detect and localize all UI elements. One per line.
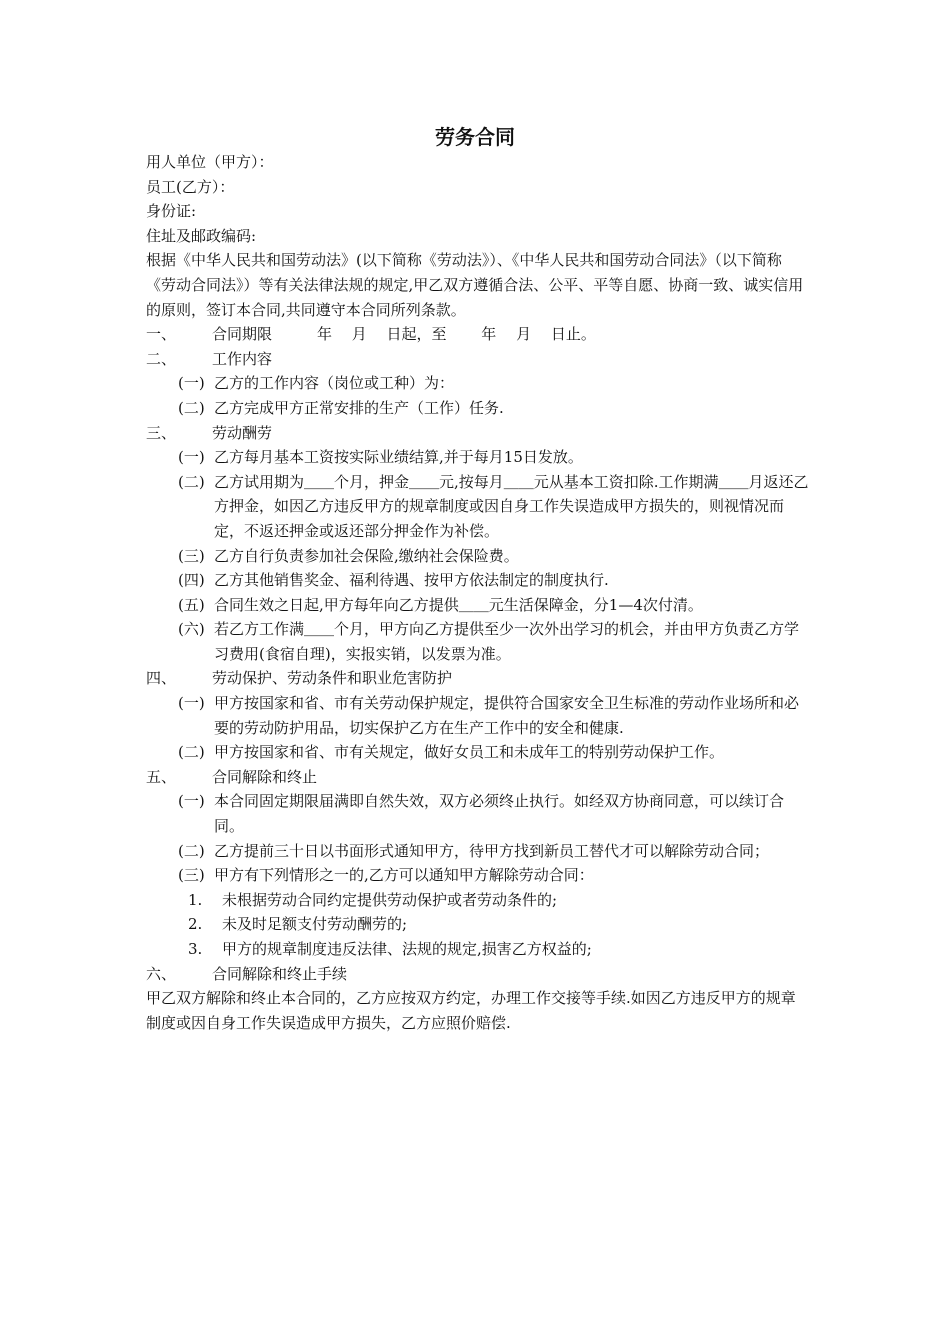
section-heading xyxy=(146,962,810,987)
clause-marker: (二) xyxy=(178,841,205,860)
numbered-subitem xyxy=(146,912,810,937)
clause-text: 甲方有下列情形之一的,乙方可以通知甲方解除劳动合同： xyxy=(214,866,594,885)
clause-text: 乙方试用期为＿＿个月，押金＿＿元,按每月＿＿元从基本工资扣除.工作期满＿＿月返还乙方押金，如因乙方违反甲方的规章制度或因自身工作失误造成甲方损失的，则视情况而定，不返还押金或返还部分押金作为补偿。 xyxy=(214,472,809,540)
section-heading xyxy=(146,347,810,372)
numbered-subitem xyxy=(146,888,810,913)
document-title: 劳务合同 xyxy=(435,125,515,149)
clause-marker: (三) xyxy=(178,866,205,885)
clause-text: 乙方每月基本工资按实际业绩结算,并于每月15日发放。 xyxy=(214,448,583,467)
subitem-number: 1. xyxy=(188,890,203,909)
employee-field: 员工(乙方）： xyxy=(146,177,235,196)
section-number: 三、 xyxy=(146,423,177,442)
address-field: 住址及邮政编码: xyxy=(146,226,257,245)
clause-item xyxy=(146,396,810,421)
section-number: 五、 xyxy=(146,767,177,786)
clause-text: 若乙方工作满＿＿个月，甲方向乙方提供至少一次外出学习的机会，并由甲方负责乙方学习费用(食宿自理)，实报实销，以发票为准。 xyxy=(214,620,800,663)
clause-marker: (一) xyxy=(178,448,205,467)
section-heading xyxy=(146,765,810,790)
section-title: 劳动酬劳 xyxy=(212,423,273,442)
subitem-number: 2. xyxy=(188,915,203,934)
section-number: 四、 xyxy=(146,669,177,688)
section-number: 二、 xyxy=(146,349,177,368)
clause-text: 合同生效之日起,甲方每年向乙方提供＿＿元生活保障金，分1—4次付清。 xyxy=(214,595,703,614)
clause-marker: (一) xyxy=(178,792,205,811)
section-heading xyxy=(146,666,810,691)
subitem-text: 未及时足额支付劳动酬劳的; xyxy=(222,915,408,934)
clause-item xyxy=(146,371,810,396)
clause-item xyxy=(146,470,810,544)
clause-text: 乙方完成甲方正常安排的生产（工作）任务. xyxy=(214,398,504,417)
clause-item xyxy=(146,617,810,666)
clause-text: 甲方按国家和省、市有关劳动保护规定，提供符合国家安全卫生标准的劳动作业场所和必要的劳动防护用品，切实保护乙方在生产工作中的安全和健康. xyxy=(214,694,800,737)
section-title: 合同期限 年 月 日起，至 年 月 日止。 xyxy=(212,325,596,344)
clause-marker: (一) xyxy=(178,374,205,393)
numbered-subitem xyxy=(146,937,810,962)
subitem-text: 未根据劳动合同约定提供劳动保护或者劳动条件的; xyxy=(222,890,558,909)
clause-item xyxy=(146,789,810,838)
clause-marker: (二) xyxy=(178,472,205,491)
section-title: 劳动保护、劳动条件和职业危害防护 xyxy=(212,669,453,688)
clause-item xyxy=(146,839,810,864)
clause-item xyxy=(146,544,810,569)
subitem-text: 甲方的规章制度违反法律、法规的规定,损害乙方权益的; xyxy=(222,940,592,958)
clause-text: 本合同固定期限届满即自然失效，双方必须终止执行。如经双方协商同意，可以续订合同。 xyxy=(214,792,785,836)
clause-marker: (二) xyxy=(178,398,205,417)
section-number: 一、 xyxy=(146,325,177,344)
clause-item xyxy=(146,863,810,888)
clause-item xyxy=(146,568,810,593)
clause-marker: (五) xyxy=(178,595,205,614)
clause-text: 甲方按国家和省、市有关规定，做好女员工和未成年工的特别劳动保护工作。 xyxy=(214,743,725,762)
clause-text: 乙方自行负责参加社会保险,缴纳社会保险费。 xyxy=(214,546,519,565)
closing-paragraph: 甲乙双方解除和终止本合同的，乙方应按双方约定，办理工作交接等手续.如因乙方违反甲方的规章制度或因自身工作失误造成甲方损失，乙方应照价赔偿. xyxy=(146,989,796,1032)
section-heading xyxy=(146,322,810,347)
clause-marker: (四) xyxy=(178,571,205,590)
clause-item xyxy=(146,691,810,740)
clause-text: 乙方其他销售奖金、福利待遇、按甲方依法制定的制度执行. xyxy=(214,571,609,590)
clause-item xyxy=(146,593,810,618)
subitem-number: 3. xyxy=(188,940,203,958)
section-title: 合同解除和终止手续 xyxy=(212,964,348,983)
section-title: 合同解除和终止 xyxy=(212,767,318,786)
intro-paragraph: 根据《中华人民共和国劳动法》(以下简称《劳动法》）、《中华人民共和国劳动合同法》（以下简称《劳动合同法》）等有关法律法规的规定,甲乙双方遵循合法、公平、平等自愿、协商一致、诚实信用的原则，签订本合同,共同遵守本合同所列条款。 xyxy=(146,251,804,319)
section-heading xyxy=(146,421,810,446)
id-card-field: 身份证: xyxy=(146,202,197,221)
clause-marker: (三) xyxy=(178,546,205,565)
clause-text: 乙方的工作内容（岗位或工种）为： xyxy=(214,374,455,393)
clause-text: 乙方提前三十日以书面形式通知甲方，待甲方找到新员工替代才可以解除劳动合同； xyxy=(214,841,770,860)
clause-item xyxy=(146,740,810,765)
employer-field: 用人单位（甲方）： xyxy=(146,153,274,171)
section-number: 六、 xyxy=(146,964,177,983)
section-title: 工作内容 xyxy=(212,349,273,368)
clause-item xyxy=(146,445,810,470)
clause-marker: (六) xyxy=(178,620,205,639)
document-body xyxy=(146,150,810,1035)
clause-marker: (一) xyxy=(178,694,205,713)
clause-marker: (二) xyxy=(178,743,205,762)
